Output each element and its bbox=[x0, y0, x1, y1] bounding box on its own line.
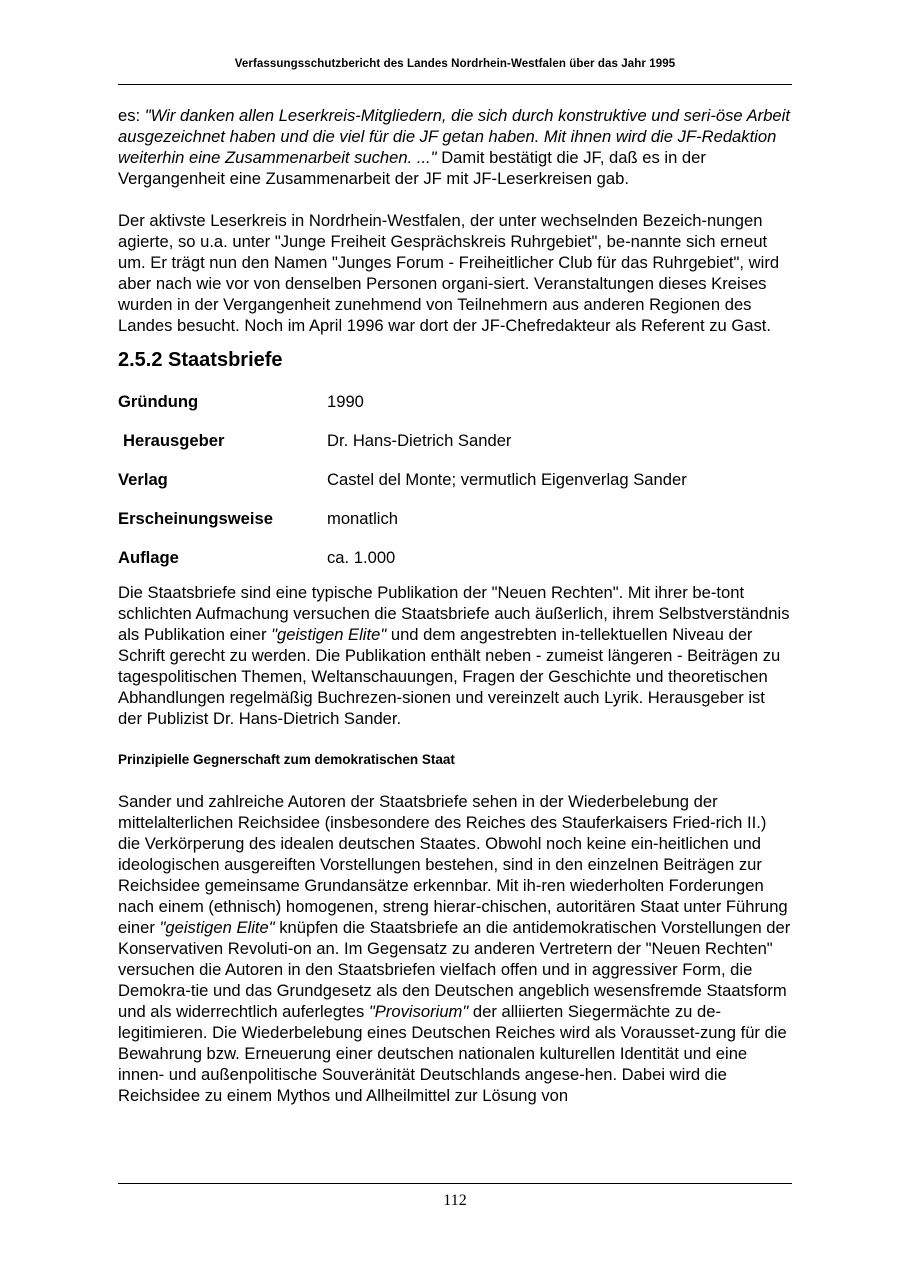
section-heading: 2.5.2 Staatsbriefe bbox=[118, 349, 283, 371]
document-page bbox=[118, 58, 792, 1106]
paragraph-4-part-c: der alliierten Siegermächte zu de-legitimieren. Die Wiederbelebung eines Deutschen Reiches wird als Vorausset-zung für die Bewahrung bzw. Erneuerung einer deutschen nationalen kulturellen Identität und eine innen- und außenpolitische Souveränität Deutschlands angese-hen. Dabei wird die Reichsidee zu einem Mythos und Allheilmittel zur Lösung von bbox=[118, 1002, 787, 1105]
paragraph-2: Der aktivste Leserkreis in Nordrhein-Westfalen, der unter wechselnden Bezeich-nungen agierte, so u.a. unter "Junge Freiheit Gesprächskreis Ruhrgebiet", be-nannte sich erneut um. Er trägt nun den Namen "Junges Forum - Freiheitlicher Club für das Ruhrgebiet", wird aber nach wie vor von denselben Personen organi-siert. Veranstaltungen dieses Kreises wurden in der Vergangenheit zunehmend von Teilnehmern aus anderen Regionen des Landes besucht. Noch im April 1996 war dort der JF-Chefredakteur als Referent zu Gast. bbox=[118, 211, 780, 335]
header-rule bbox=[118, 84, 792, 85]
paragraph-3-part-a: Die Staatsbriefe sind eine typische Publikation der "Neuen Rechten". Mit ihrer be-tont schlichten Aufmachung versuchen die Staatsbriefe auch äußerlich, ihrem Selbstverständnis als Publikation einer bbox=[118, 583, 790, 644]
fact-value: 1990 bbox=[327, 391, 364, 411]
fact-row-gruendung bbox=[118, 382, 687, 421]
paragraph-4-part-a: Sander und zahlreiche Autoren der Staatsbriefe sehen in der Wiederbelebung der mittelalterlichen Reichsidee (insbesondere des Reiches des Stauferkaisers Fried-rich II.) die Verkörperung des idealen deutschen Staates. Obwohl noch keine ein-heitlichen und ideologischen ausgereiften Vorstellungen bestehen, sind in den einzelnen Beiträgen zur Reichsidee gemeinsame Grundansätze erkennbar. Mit ih-ren wiederholten Forderungen nach einem (ethnisch) homogenen, streng hierar-chischen, autoritären Staat unter Führung einer bbox=[118, 792, 788, 937]
paragraph-3 bbox=[118, 582, 792, 729]
fact-row-herausgeber bbox=[118, 421, 687, 460]
paragraph-4-part-b: knüpfen die Staatsbriefe an die antidemokratischen Vorstellungen der Konservativen Revoluti-on an. Im Gegensatz zu anderen Vertretern der "Neuen Rechten" versuchen die Autoren in den Staatsbriefen vielfach offen und in aggressiver Form, die Demokra-tie und das Grundgesetz als den Deutschen angeblich wesensfremde Staatsform und als widerrechtlich auferlegtes bbox=[118, 918, 791, 1021]
fact-row-auflage bbox=[118, 538, 687, 577]
page-footer bbox=[118, 1183, 792, 1210]
publication-facts-table bbox=[118, 382, 687, 577]
paragraph-3-part-b: und dem angestrebten in-tellektuellen Niveau der Schrift gerecht zu werden. Die Publikation enthält neben - zumeist längeren - Beiträgen zu tagespolitischen Themen, Weltanschauungen, Fragen der Geschichte und theoretischen Abhandlungen regelmäßig Buchrezen-sionen und vereinzelt auch Lyrik. Herausgeber ist der Publizist Dr. Hans-Dietrich Sander. bbox=[118, 625, 781, 728]
fact-row-verlag bbox=[118, 460, 687, 499]
fact-label: Gründung bbox=[118, 391, 199, 411]
fact-label: Auflage bbox=[118, 547, 179, 567]
paragraph-1-lead: es: bbox=[118, 106, 145, 125]
fact-label: Verlag bbox=[118, 469, 168, 489]
paragraph-4-emphasis-1: "geistigen Elite" bbox=[159, 918, 275, 937]
fact-value: Castel del Monte; vermutlich Eigenverlag Sander bbox=[327, 469, 687, 489]
fact-value: ca. 1.000 bbox=[327, 547, 396, 567]
paragraph-3-emphasis: "geistigen Elite" bbox=[271, 625, 387, 644]
subheading: Prinzipielle Gegnerschaft zum demokratischen Staat bbox=[118, 752, 455, 767]
paragraph-1-quote: "Wir danken allen Leserkreis-Mitgliedern, die sich durch konstruktive und seri-öse Arbeit ausgezeichnet haben und die viel für die JF getan haben. Mit ihnen wird die JF-Redaktion weiterhin eine Zusammenarbeit suchen. ..." bbox=[118, 106, 790, 167]
fact-row-erscheinungsweise bbox=[118, 499, 687, 538]
fact-label: Herausgeber bbox=[123, 430, 225, 450]
running-header: Verfassungsschutzbericht des Landes Nordrhein-Westfalen über das Jahr 1995 bbox=[234, 58, 676, 70]
paragraph-4-emphasis-2: "Provisorium" bbox=[368, 1002, 469, 1021]
paragraph-1-rest: Damit bestätigt die JF, daß es in der Vergangenheit eine Zusammenarbeit der JF mit JF-Leserkreisen gab. bbox=[118, 148, 706, 188]
paragraph-1 bbox=[118, 105, 792, 189]
paragraph-4 bbox=[118, 791, 792, 1106]
document-body bbox=[118, 105, 792, 1106]
fact-label: Erscheinungsweise bbox=[118, 508, 273, 528]
page-number: 112 bbox=[443, 1192, 467, 1209]
fact-value: Dr. Hans-Dietrich Sander bbox=[327, 430, 512, 450]
fact-value: monatlich bbox=[327, 508, 399, 528]
